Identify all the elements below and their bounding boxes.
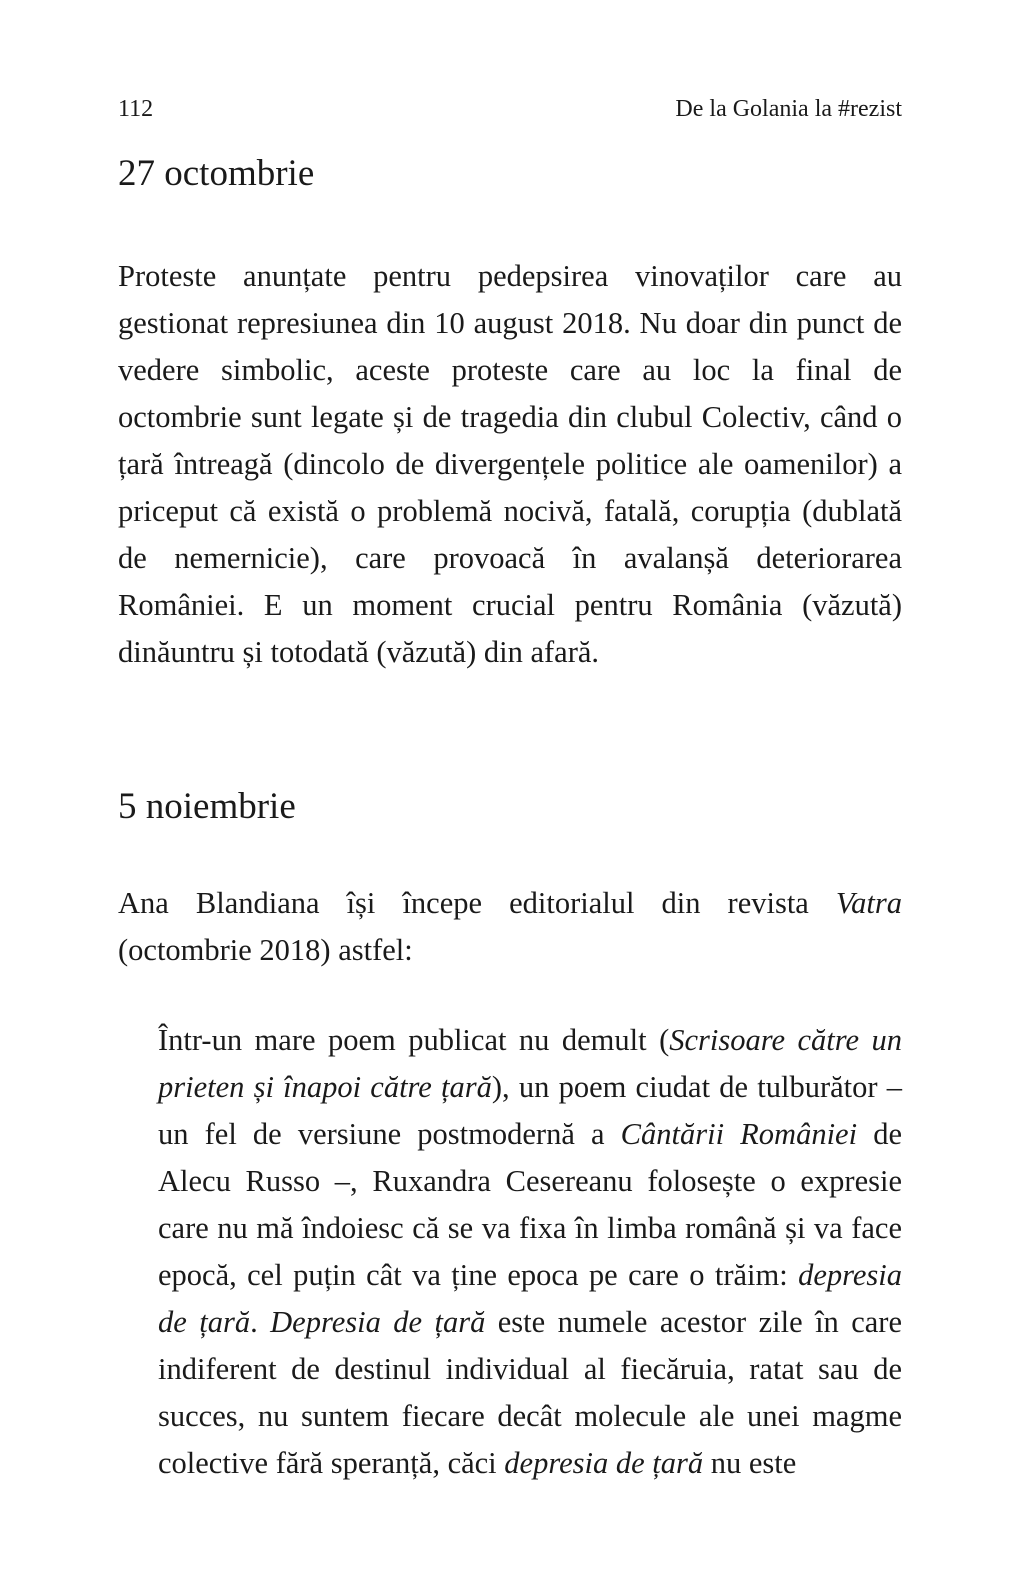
- quote-text: ), un poem ciudat de tulburător – un fel de versiune postmodernă a: [158, 1070, 902, 1151]
- block-quote: [158, 1017, 902, 1487]
- book-page: [118, 0, 902, 1575]
- quote-italic: depresia de țară: [504, 1446, 704, 1480]
- quote-text: .: [250, 1305, 271, 1339]
- entry-date-heading: 5 noiembrie: [118, 786, 296, 827]
- entry-paragraph: Proteste anunțate pentru pedepsirea vinovaților care au gestionat represiunea din 10 august 2018. Nu doar din punct de vedere simbolic, aceste proteste care au loc la final de octombrie sunt legate și de tragedia din clubul Colectiv, când o țară întreagă (dincolo de divergențele politice ale oamenilor) a priceput că există o problemă nocivă, fatală, corupția (dublată de nemernicie), care provoacă în avalanșă deteriorarea României. E un moment crucial pentru România (văzută) dinăuntru și totodată (văzută) din afară.: [118, 259, 902, 669]
- running-header: [118, 92, 902, 126]
- book-title: De la Golania la #rezist: [675, 96, 902, 122]
- page-number: 112: [118, 96, 154, 122]
- quote-text: nu este: [703, 1446, 797, 1480]
- quote-italic: Cântării României: [620, 1117, 858, 1151]
- quote-italic: depresia de țară: [158, 1258, 902, 1339]
- intro-text: Ana Blandiana își începe editorialul din revista: [118, 886, 836, 920]
- entry-intro-paragraph: [118, 880, 902, 974]
- quote-italic: Scrisoare către un prieten și înapoi către țară: [158, 1023, 903, 1104]
- journal-title: Vatra: [835, 886, 902, 920]
- quote-text: Într-un mare poem publicat nu demult (: [158, 1023, 670, 1057]
- quote-italic: Depresia de țară: [270, 1305, 486, 1339]
- quote-text: de Alecu Russo –, Ruxandra Cesereanu folosește o expresie care nu mă îndoiesc că se va fixa în limba română și va face epocă, cel puțin cât va ține epoca pe care o trăim:: [158, 1117, 902, 1292]
- quote-text: este numele acestor zile în care indiferent de destinul individual al fiecăruia, ratat sau de succes, nu suntem fiecare decât molecule ale unei magme colective fără speranță, căci: [158, 1305, 903, 1480]
- intro-text: (octombrie 2018) astfel:: [118, 933, 413, 967]
- entry-date-heading: 27 octombrie: [118, 153, 315, 194]
